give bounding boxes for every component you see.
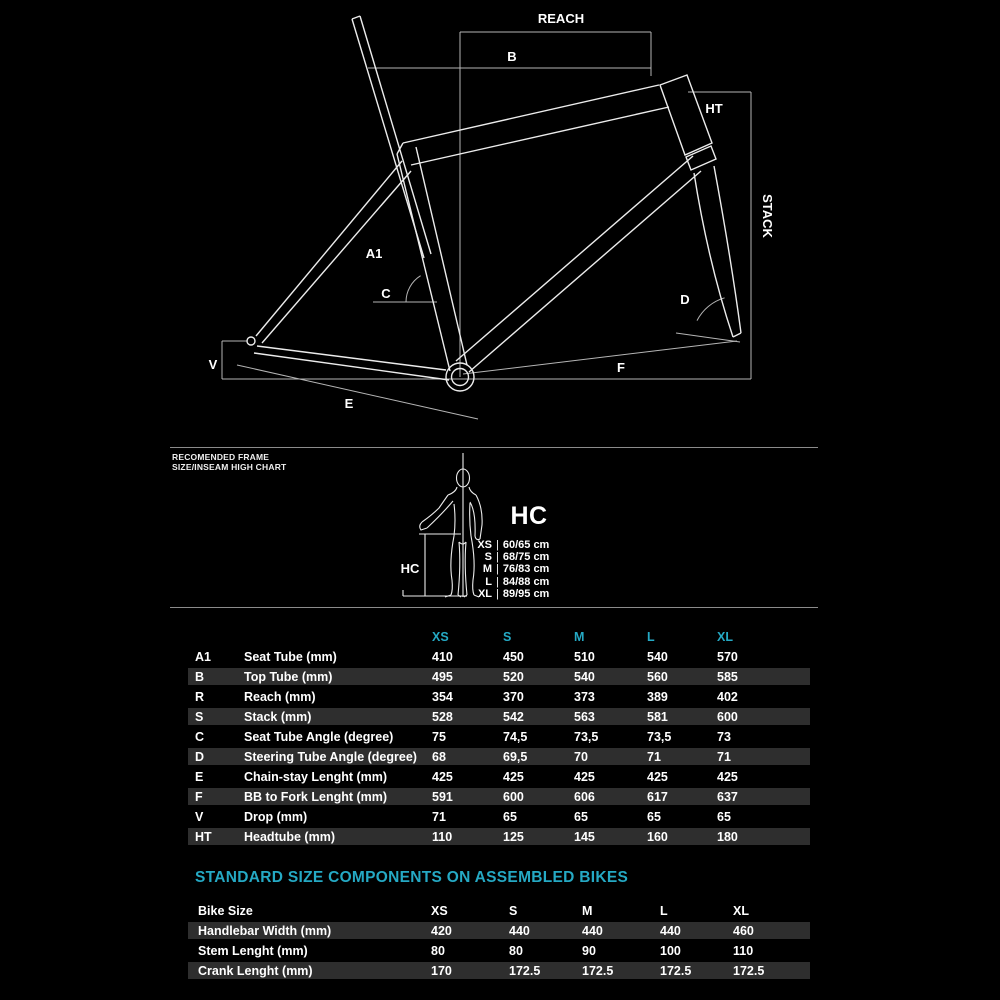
component-row-value: 172.5 <box>733 963 765 978</box>
component-row-label: Stem Lenght (mm) <box>198 943 308 958</box>
geometry-row-value: 370 <box>503 689 524 704</box>
geometry-row-value: 425 <box>432 769 453 784</box>
geometry-row-label: Seat Tube Angle (degree) <box>244 729 394 744</box>
geometry-row-value: 65 <box>574 809 588 824</box>
bb-fork-label: F <box>617 360 625 375</box>
component-row-value: 170 <box>431 963 452 978</box>
seat-angle-label: C <box>381 286 391 301</box>
geometry-row-code: S <box>195 709 204 724</box>
section-divider-bottom <box>170 607 818 608</box>
geometry-row-value: 540 <box>647 649 668 664</box>
geometry-row-value: 560 <box>647 669 668 684</box>
component-row-value: 110 <box>733 943 754 958</box>
geometry-row-code: F <box>195 789 203 804</box>
geometry-row-label: BB to Fork Lenght (mm) <box>244 789 388 804</box>
geometry-row-value: 74,5 <box>503 729 528 744</box>
component-row-value: 172.5 <box>509 963 541 978</box>
hc-title: HC <box>510 502 548 530</box>
component-row-label: Handlebar Width (mm) <box>198 923 332 938</box>
geometry-row-value: 450 <box>503 649 524 664</box>
component-row <box>188 922 810 939</box>
geometry-row-value: 73,5 <box>574 729 599 744</box>
component-row-value: 172.5 <box>582 963 614 978</box>
hc-item-range: 60/65 cm <box>502 539 550 552</box>
component-row-value: 440 <box>660 923 681 938</box>
component-row-value: 460 <box>733 923 754 938</box>
component-row-value: 100 <box>660 943 681 958</box>
geometry-row-value: 71 <box>717 749 731 764</box>
geometry-row-value: 606 <box>574 789 595 804</box>
geometry-row-value: 495 <box>432 669 453 684</box>
size-column-header: M <box>574 629 585 644</box>
geometry-row-label: Chain-stay Lenght (mm) <box>244 769 388 784</box>
hc-item-range: 68/75 cm <box>502 551 550 564</box>
geometry-row <box>188 788 810 805</box>
geometry-row-value: 373 <box>574 689 595 704</box>
geometry-row-value: 110 <box>432 829 453 844</box>
stack-label: STACK <box>760 194 775 238</box>
geometry-row <box>188 828 810 845</box>
component-row-value: 420 <box>431 923 452 938</box>
component-row <box>188 942 810 959</box>
geometry-row-code: A1 <box>195 649 211 664</box>
geometry-row-code: E <box>195 769 204 784</box>
component-row-value: 440 <box>582 923 603 938</box>
seat-tube-label: A1 <box>365 246 383 261</box>
geometry-row-value: 75 <box>432 729 446 744</box>
hc-item-size: M <box>482 563 492 576</box>
geometry-row-value: 617 <box>647 789 668 804</box>
hc-item-separator: | <box>496 587 499 600</box>
size-column-header: XS <box>431 903 448 918</box>
size-column-header: S <box>509 903 518 918</box>
geometry-row-value: 71 <box>432 809 446 824</box>
component-row-value: 80 <box>431 943 445 958</box>
geometry-row-code: V <box>195 809 204 824</box>
geometry-row <box>188 648 810 665</box>
geometry-row <box>188 748 810 765</box>
geometry-row-value: 65 <box>503 809 517 824</box>
headtube-label: HT <box>705 101 723 116</box>
inseam-measure-bracket <box>401 534 467 596</box>
geometry-table-rows <box>188 648 810 845</box>
geometry-row <box>188 808 810 825</box>
geometry-row <box>188 728 810 745</box>
geometry-row-code: HT <box>195 829 212 844</box>
geometry-row-value: 389 <box>647 689 668 704</box>
geometry-table <box>188 628 810 848</box>
geometry-row <box>188 688 810 705</box>
geometry-row-value: 540 <box>574 669 595 684</box>
geometry-row-value: 425 <box>503 769 524 784</box>
geometry-row <box>188 708 810 725</box>
geometry-row-value: 410 <box>432 649 453 664</box>
drop-label: V <box>208 357 218 372</box>
hc-item-range: 76/83 cm <box>502 563 550 576</box>
geometry-row-label: Stack (mm) <box>244 709 312 724</box>
chainstay-label: E <box>344 396 354 411</box>
geometry-row-value: 145 <box>574 829 595 844</box>
hc-item-size: XS <box>477 539 492 552</box>
geometry-row-value: 402 <box>717 689 738 704</box>
geometry-row-label: Top Tube (mm) <box>244 669 333 684</box>
hc-item-range: 89/95 cm <box>502 587 550 600</box>
geometry-row-label: Reach (mm) <box>244 689 316 704</box>
size-column-header: M <box>582 903 593 918</box>
reach-label: REACH <box>537 11 585 26</box>
geometry-row <box>188 768 810 785</box>
geometry-row-label: Steering Tube Angle (degree) <box>244 749 417 764</box>
geometry-row-value: 570 <box>717 649 738 664</box>
inseam-chart-heading-line1: RECOMENDED FRAME <box>172 452 270 462</box>
geometry-row-code: B <box>195 669 205 684</box>
geometry-row-value: 542 <box>503 709 524 724</box>
hc-item-range: 84/88 cm <box>502 575 550 588</box>
bike-frame-diagram <box>0 0 1000 445</box>
geometry-row-value: 71 <box>647 749 661 764</box>
geometry-row-value: 510 <box>574 649 595 664</box>
geometry-row-code: R <box>195 689 205 704</box>
size-column-header: S <box>503 629 512 644</box>
geometry-row-label: Headtube (mm) <box>244 829 335 844</box>
geometry-row-value: 354 <box>432 689 453 704</box>
geometry-row-value: 73,5 <box>647 729 672 744</box>
component-row-value: 172.5 <box>660 963 692 978</box>
rear-dropout <box>247 337 255 345</box>
geometry-row-code: D <box>195 749 205 764</box>
geometry-row-value: 65 <box>647 809 661 824</box>
hc-item-separator: | <box>496 575 499 588</box>
geometry-row-label: Drop (mm) <box>244 809 308 824</box>
geometry-row-value: 180 <box>717 829 738 844</box>
figure-hc-label: HC <box>400 561 420 576</box>
top-tube-label: B <box>507 49 517 64</box>
hc-list-item <box>460 576 549 588</box>
geometry-row-value: 637 <box>717 789 738 804</box>
component-row-label: Crank Lenght (mm) <box>198 963 313 978</box>
geometry-row-label: Seat Tube (mm) <box>244 649 337 664</box>
hc-item-size: XL <box>477 587 492 600</box>
component-row-value: 90 <box>582 943 596 958</box>
geometry-row-value: 69,5 <box>503 749 528 764</box>
size-column-header: L <box>647 629 655 644</box>
geometry-row-value: 528 <box>432 709 453 724</box>
hc-list-item <box>460 551 549 563</box>
geometry-row-value: 65 <box>717 809 731 824</box>
size-column-header: XS <box>432 629 449 644</box>
geometry-row-value: 425 <box>574 769 595 784</box>
geometry-row-value: 160 <box>647 829 668 844</box>
hc-list-item <box>460 539 549 551</box>
geometry-row <box>188 668 810 685</box>
geometry-row-value: 600 <box>503 789 524 804</box>
dimension-lines <box>222 32 751 419</box>
geometry-row-value: 70 <box>574 749 588 764</box>
hc-item-size: S <box>484 551 492 564</box>
components-table-header <box>188 902 810 919</box>
geometry-row-value: 563 <box>574 709 595 724</box>
component-row-value: 440 <box>509 923 530 938</box>
size-column-header: XL <box>733 903 749 918</box>
hc-list-item <box>460 563 549 575</box>
components-title: STANDARD SIZE COMPONENTS ON ASSEMBLED BIKES <box>195 869 629 886</box>
hc-list-item <box>460 588 549 600</box>
steering-angle-label: D <box>680 292 690 307</box>
geometry-row-value: 425 <box>647 769 668 784</box>
size-column-header: L <box>660 903 668 918</box>
geometry-row-value: 68 <box>432 749 446 764</box>
geometry-row-value: 585 <box>717 669 738 684</box>
hc-size-list <box>460 539 549 600</box>
size-column-header: XL <box>717 629 733 644</box>
hc-item-separator: | <box>496 551 499 564</box>
geometry-row-value: 425 <box>717 769 738 784</box>
hc-item-separator: | <box>496 539 499 552</box>
geometry-table-header <box>188 628 810 645</box>
component-row-value: 80 <box>509 943 523 958</box>
component-row <box>188 962 810 979</box>
bike-size-header: Bike Size <box>198 903 253 918</box>
geometry-row-code: C <box>195 729 205 744</box>
frame-tubes <box>247 16 741 391</box>
components-table-rows <box>188 922 810 979</box>
hc-item-size: L <box>485 575 492 588</box>
geometry-row-value: 520 <box>503 669 524 684</box>
geometry-row-value: 581 <box>647 709 668 724</box>
geometry-row-value: 73 <box>717 729 731 744</box>
geometry-row-value: 591 <box>432 789 453 804</box>
hc-item-separator: | <box>496 563 499 576</box>
components-table <box>188 902 810 982</box>
inseam-chart-heading-line2: SIZE/INSEAM HIGH CHART <box>172 462 287 472</box>
geometry-row-value: 125 <box>503 829 524 844</box>
geometry-row-value: 600 <box>717 709 738 724</box>
